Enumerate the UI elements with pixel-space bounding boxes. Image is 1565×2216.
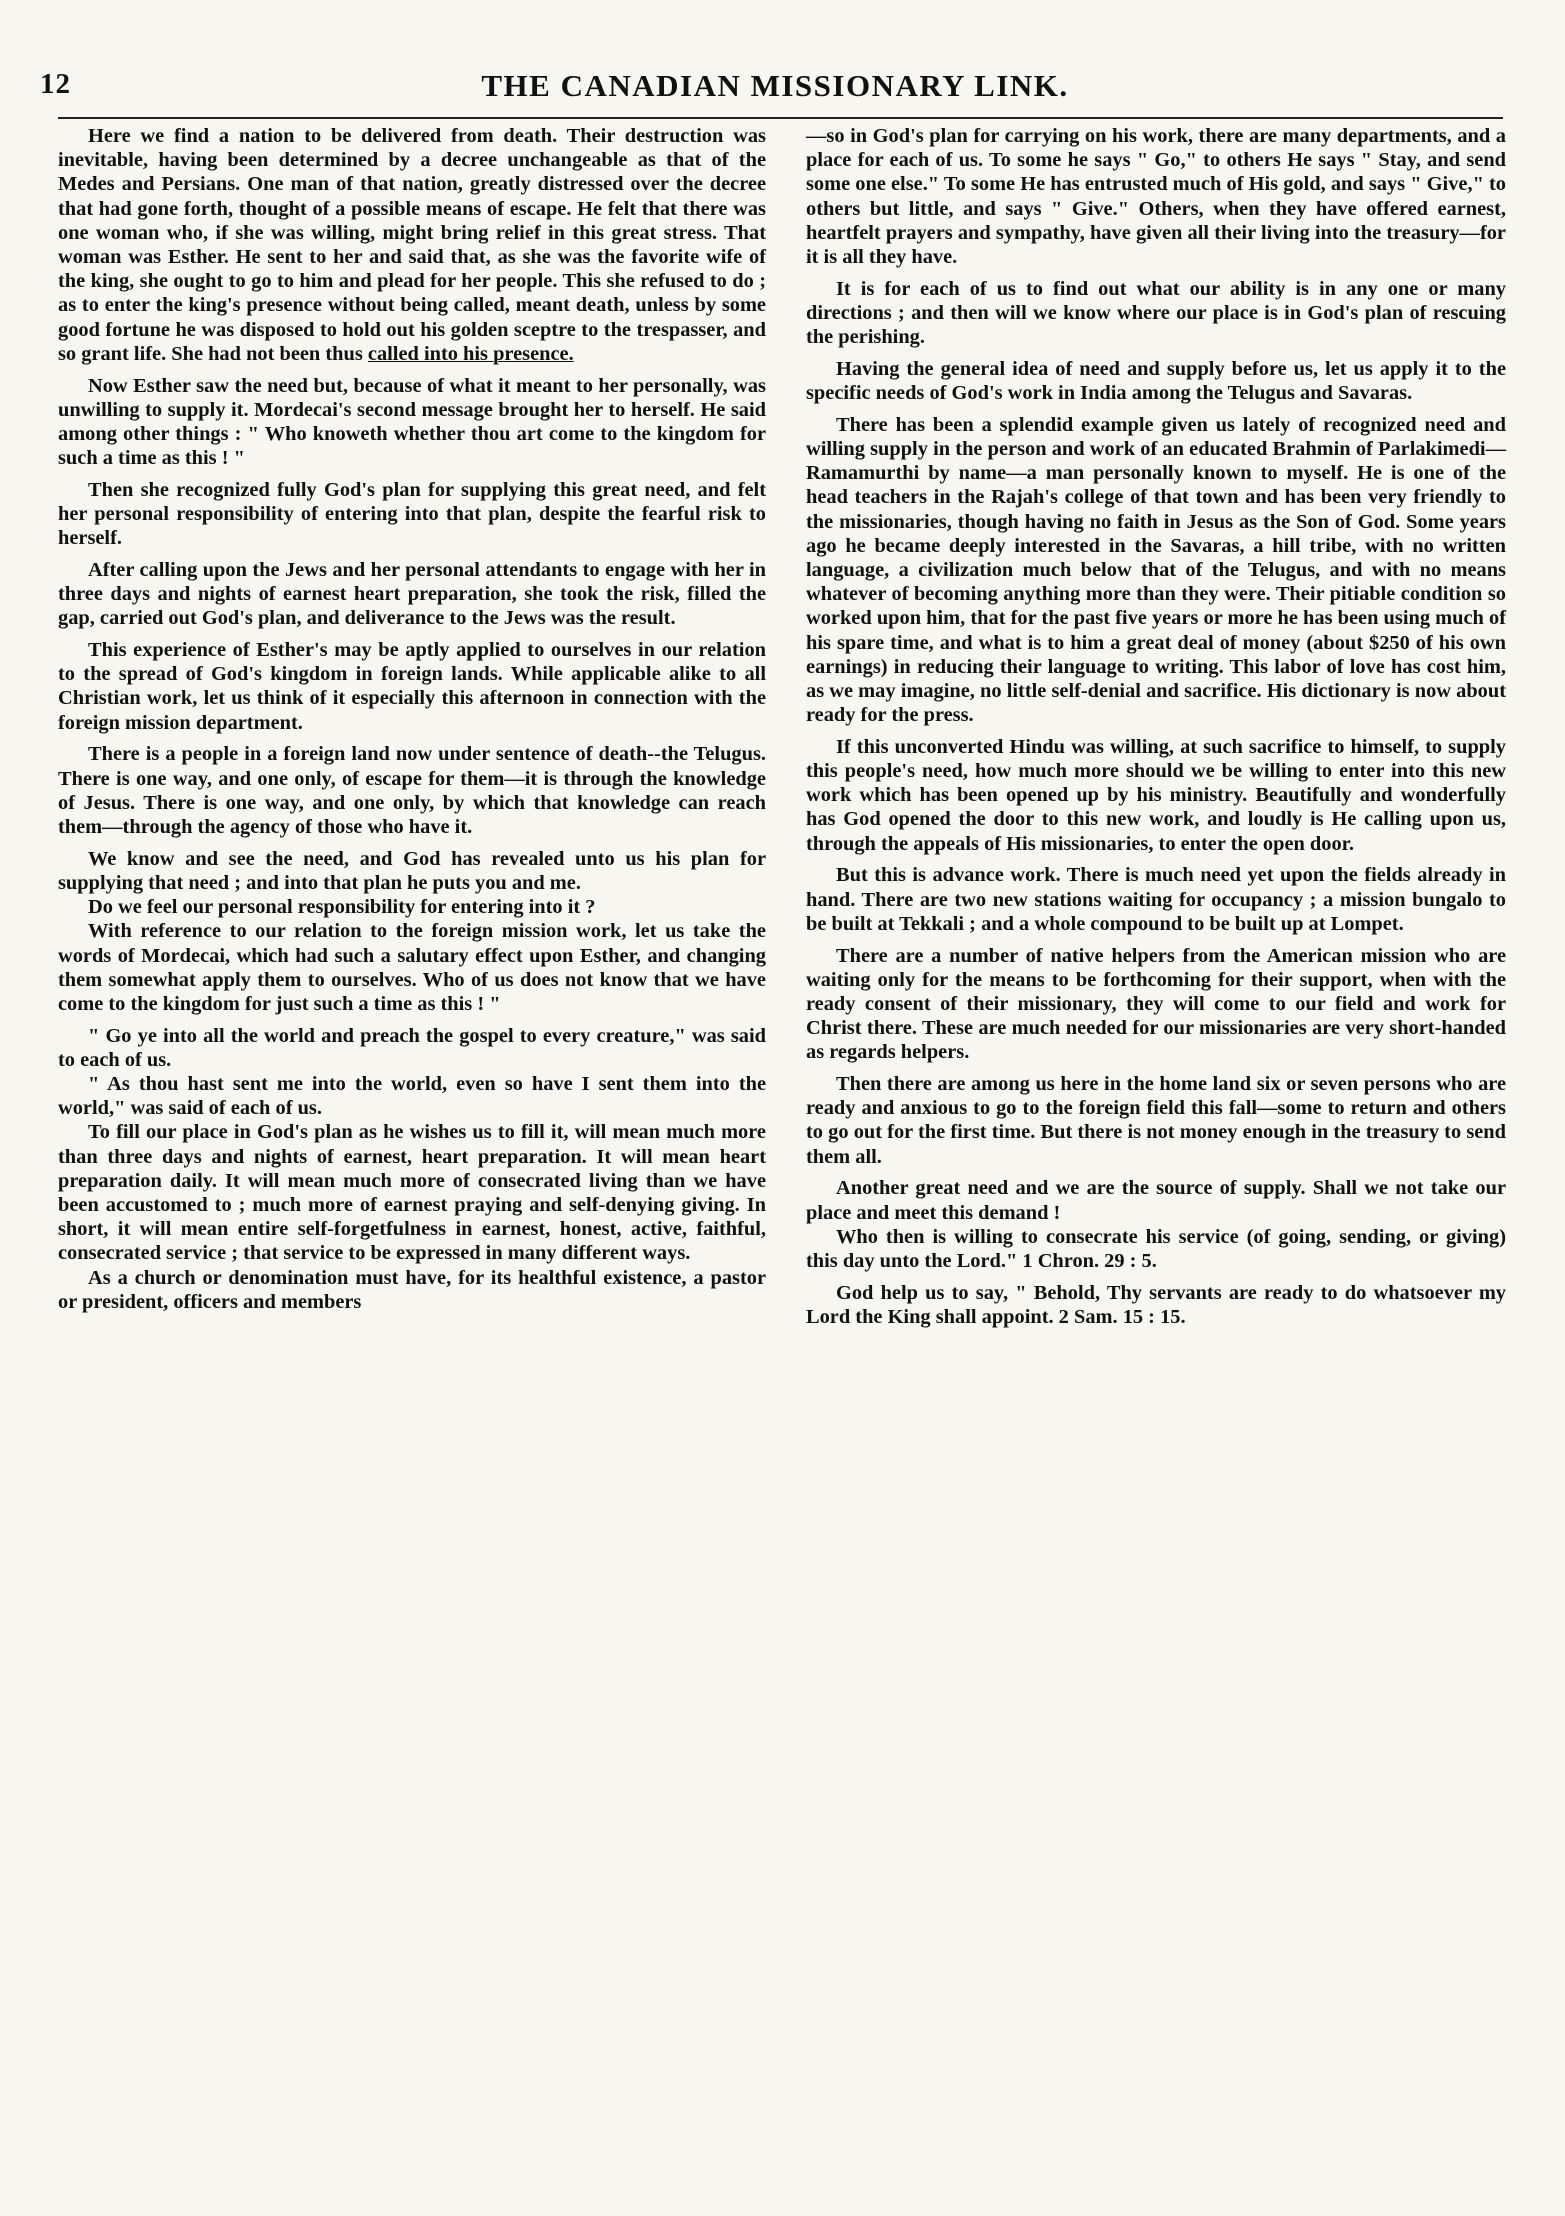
paragraph: There has been a splendid example given us lately of recognized need and willing supply in the person and work of an educated Brahmin of Parlakimedi—Ramamurthi by name—a man personally known to myself. He is one of the head teachers in the Rajah's college of that town and has been very friendly to the missionaries, though having no faith in Jesus as the Son of God. Some years ago he became deeply interested in the Savaras, a hill tribe, with no written language, a civilization much below that of the Telugus, and with no means whatever of becoming anything more than they were. Their pitiable condition so worked upon him, that for the past five years or more he has been using much of his spare time, and what is to him a great deal of money (about $250 of his own earnings) in reducing their language to writing. This labor of love has cost him, as we may imagine, no little self-denial and sacrifice. His dictionary is now about ready for the press. bbox=[806, 413, 1506, 727]
paragraph: —so in God's plan for carrying on his work, there are many departments, and a place for each of us. To some he says " Go," to others He says " Stay, and send some one else." To some He has entrusted much of His gold, and says " Give," to others but little, and says " Give." Others, when they have offered earnest, heartfelt prayers and sympathy, have given all their living into the treasury—for it is all they have. bbox=[806, 125, 1506, 269]
paragraph: God help us to say, " Behold, Thy servants are ready to do whatsoever my Lord the King shall appoint. 2 Sam. 15 : 15. bbox=[806, 1281, 1506, 1328]
right-column bbox=[806, 124, 1506, 1337]
paragraph: Then she recognized fully God's plan for supplying this great need, and felt her personal responsibility of entering into that plan, despite the fearful risk to herself. bbox=[58, 478, 766, 550]
paragraph: Do we feel our personal responsibility for entering into it ? bbox=[88, 896, 596, 919]
paragraph: We know and see the need, and God has revealed unto us his plan for supplying that need ; and into that plan he puts you and me. bbox=[58, 847, 766, 894]
paragraph: This experience of Esther's may be aptly applied to ourselves in our relation to the spread of God's kingdom in foreign lands. While applicable alike to all Christian work, let us think of it especially this afternoon in connection with the foreign mission department. bbox=[58, 639, 766, 734]
paragraph: " Go ye into all the world and preach the gospel to every creature," was said to each of us. bbox=[58, 1024, 766, 1071]
paragraph: After calling upon the Jews and her personal attendants to engage with her in three days and nights of earnest heart preparation, she took the risk, filled the gap, carried out God's plan, and deliverance to the Jews was the result. bbox=[58, 558, 766, 630]
paragraph: Another great need and we are the source of supply. Shall we not take our place and meet this demand ! bbox=[806, 1177, 1506, 1224]
paragraph: If this unconverted Hindu was willing, at such sacrifice to himself, to supply this people's need, how much more should we be willing to enter into this new work which has been opened up by his ministry. Beautifully and wonderfully has God opened the door to this new work, and loudly is He calling upon us, through the appeals of His missionaries, to enter the open door. bbox=[806, 735, 1506, 855]
page-number: 12 bbox=[40, 68, 71, 100]
paragraph: With reference to our relation to the foreign mission work, let us take the words of Mordecai, which had such a salutary effect upon Esther, and changing them somewhat apply them to ourselves. Who of us does not know that we have come to the kingdom for just such a time as this ! " bbox=[58, 920, 766, 1015]
paragraph: Now Esther saw the need but, because of what it meant to her personally, was unwilling to supply it. Mordecai's second message brought her to herself. He said among other things : " Who knoweth whether thou art come to the kingdom for such a time as this ! " bbox=[58, 374, 766, 470]
paragraph: " As thou hast sent me into the world, even so have I sent them into the world," was said of each of us. bbox=[58, 1073, 766, 1120]
header-divider bbox=[58, 117, 1503, 119]
journal-title: THE CANADIAN MISSIONARY LINK. bbox=[481, 68, 1069, 103]
paragraph: Here we find a nation to be delivered from death. Their destruction was inevitable, having been determined by a decree unchangeable as that of the Medes and Persians. One man of that nation, greatly distressed over the decree that had gone forth, thought of a possible means of escape. He felt that there was one woman who, if she was willing, might bring relief in this great stress. That woman was Esther. He sent to her and said that, as she was the favorite wife of the king, she ought to go to him and plead for her people. This she refused to do ; as to enter the king's presence without being called, meant death, unless by some good fortune he was disposed to hold out his golden sceptre to the trespasser, and so grant life. She had not been thus called into his presence. bbox=[58, 125, 766, 365]
underlined-text: called into his presence. bbox=[367, 342, 574, 365]
page-header bbox=[40, 68, 1510, 112]
paragraph: There is a people in a foreign land now under sentence of death--the Telugus. There is one way, and one only, of escape for them—it is through the knowledge of Jesus. There is one way, and one only, by which that knowledge can reach them—through the agency of those who have it. bbox=[58, 743, 766, 838]
paragraph: There are a number of native helpers from the American mission who are waiting only for the means to be forthcoming for their support, when with the ready consent of their missionary, they will come to our field and work for Christ there. These are much needed for our missionaries are very short-handed as regards helpers. bbox=[806, 944, 1506, 1064]
paragraph: Having the general idea of need and supply before us, let us apply it to the specific needs of God's work in India among the Telugus and Savaras. bbox=[806, 357, 1506, 405]
left-column bbox=[58, 124, 766, 1314]
paragraph: As a church or denomination must have, for its healthful existence, a pastor or president, officers and members bbox=[58, 1266, 766, 1313]
paragraph: Then there are among us here in the home land six or seven persons who are ready and anxious to go to the foreign field this fall—some to return and others to go out for the first time. But there is not money enough in the treasury to send them all. bbox=[806, 1073, 1506, 1168]
paragraph: To fill our place in God's plan as he wishes us to fill it, will mean much more than three days and nights of earnest, heart preparation. It will mean heart preparation daily. It will mean much more of consecrated living than we have been accustomed to ; much more of earnest praying and self-denying giving. In short, it will mean entire self-forgetfulness in earnest, honest, active, faithful, consecrated service ; that service to be expressed in many different ways. bbox=[58, 1121, 766, 1265]
paragraph: It is for each of us to find out what our ability is in any one or many directions ; and then will we know where our place is in God's plan of rescuing the perishing. bbox=[806, 277, 1506, 349]
paragraph: But this is advance work. There is much need yet upon the fields already in hand. There are two new stations waiting for occupancy ; a mission bungalo to be built at Tekkali ; and a whole compound to be built up at Lompet. bbox=[806, 864, 1506, 935]
paragraph: Who then is willing to consecrate his service (of going, sending, or giving) this day unto the Lord." 1 Chron. 29 : 5. bbox=[806, 1225, 1506, 1272]
